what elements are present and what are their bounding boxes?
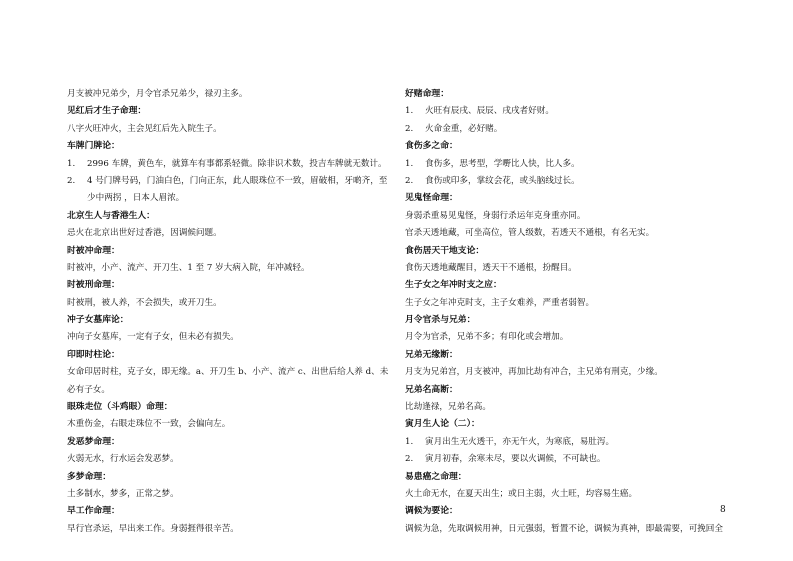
section-heading: 调候为要论： (405, 506, 458, 517)
section-heading: 时被冲命理： (67, 245, 120, 256)
section-heading: 时被刑命理： (67, 280, 120, 291)
section-heading: 见鬼怪命理： (405, 193, 458, 204)
body-text-line: 身弱杀重易见鬼怪，身弱行杀运年克身重亦同。 (405, 210, 586, 221)
body-text-line: 少中两拐 ，日本人眉浓。 (87, 193, 185, 204)
body-text-line: 必有子女。 (67, 384, 110, 395)
section-heading: 食伤居天干地支论： (405, 245, 485, 256)
body-text-line: 月支为兄弟宫，月支被冲，再加比劫有冲合，主兄弟有刑克，少缘。 (405, 367, 663, 378)
section-heading: 生子女之年冲时支之应： (405, 280, 502, 291)
body-text-line: 比劫逢禄，兄弟名高。 (405, 402, 491, 413)
left-column (67, 86, 389, 538)
section-heading: 兄弟名高断： (405, 384, 458, 395)
section-heading: 易患癌之命理： (405, 471, 467, 482)
body-text-line: 食伤天透地藏醒目，透天干不通根，扮醒目。 (405, 262, 577, 273)
item-number: 1. (405, 158, 414, 169)
section-heading: 多梦命理： (67, 471, 111, 482)
item-text: 火旺有辰戌、辰辰、戌戌者好财。 (425, 106, 554, 117)
section-heading: 月令官杀与兄弟： (405, 315, 476, 326)
body-text-line: 女命印居时柱，克子女，即无缘。a、开刀生 b、小产、流产 c、出世后给人养 d、未 (67, 367, 389, 378)
item-text: 火命金重，必好赌。 (425, 123, 503, 134)
section-heading: 寅月生人论（二）： (405, 419, 480, 430)
numbered-item (405, 434, 727, 451)
section-heading: 冲子女墓库论： (67, 315, 129, 326)
item-text: 2996 车牌，黄色车，就算车有事都系轻微。除非识术数，投吉车牌就无数计。 (87, 158, 387, 169)
section-heading: 发恶梦命理： (67, 436, 120, 447)
body-text-line: 官杀天透地藏，可坐高位，管人级数，若透天不通根，有名无实。 (405, 228, 655, 239)
section-heading: 兄弟无缘断： (405, 349, 458, 360)
item-number: 1. (405, 436, 414, 447)
body-text-line: 时被刑，被人养，不会损失，或开刀生。 (67, 297, 222, 308)
item-number: 2. (67, 175, 76, 186)
section-heading: 好赌命理： (405, 89, 449, 99)
numbered-item (67, 173, 389, 190)
item-text: 寅月初春，余寒未尽，要以火调候，不可缺也。 (425, 454, 606, 465)
body-text-line: 时被冲，小产、流产、开刀生、1 至 7 岁大病入院，年冲减轻。 (67, 262, 310, 273)
body-text-line: 土多制水，梦多，正常之梦。 (67, 488, 179, 499)
item-number: 2. (405, 123, 414, 134)
right-column (405, 86, 727, 538)
numbered-item (405, 173, 727, 190)
body-text-line: 火土命无水，在夏天出生；或日主弱，火土旺，均容易生癌。 (405, 488, 638, 499)
body-text-line: 忌火在北京出世好过香港，因调候问题。 (67, 228, 222, 239)
numbered-item (405, 451, 727, 468)
body-text-line: 生子女之年冲克时支，主子女难养，严重者弱智。 (405, 297, 595, 308)
section-heading: 见红后才生子命理： (67, 106, 147, 117)
numbered-item (405, 103, 727, 120)
item-number: 2. (405, 454, 414, 465)
body-text-line: 月令为官杀，兄弟不多；有印化或会增加。 (405, 332, 569, 343)
page-number: 8 (720, 505, 726, 515)
item-text: 寅月出生无火透干，亦无午火，为寒底，易肚泻。 (425, 436, 615, 447)
body-text-line: 调候为急，先取调候用神，日元强弱，暂置不论，调候为真神，即最需要，可挽回全 (405, 523, 723, 534)
body-text-line: 月支被冲兄弟少，月令官杀兄弟少，禄刃主多。 (67, 89, 248, 99)
item-number: 2. (405, 175, 414, 186)
section-heading: 北京生人与香港生人： (67, 210, 155, 221)
item-number: 1. (405, 106, 414, 117)
body-text-line: 火弱无水，行水运会发恶梦。 (67, 454, 179, 465)
numbered-item (405, 156, 727, 173)
item-text: 4 号门牌号码，门油白色，门向正东，此人眼珠位不一致，眉破相，牙啲齐，至 (87, 175, 388, 186)
item-text: 食伤多，思考型，学嘢比人快，比人多。 (425, 158, 580, 169)
body-text-line: 早行官杀运，早出来工作。身弱捱得很辛苦。 (67, 523, 239, 534)
body-text-line: 冲向子女墓库，一定有子女，但未必有损失。 (67, 332, 239, 343)
body-text-line: 八字火旺冲火，主会见红后先入院生子。 (67, 123, 222, 134)
section-heading: 车牌门牌论： (67, 141, 120, 152)
item-text: 食伤或印多，掌纹会花，或头脑线过长。 (425, 175, 580, 186)
section-heading: 眼珠走位（斗鸡眼）命理： (67, 402, 173, 413)
body-text-line: 木重伤金，右眼走珠位不一致，会偏向左。 (67, 419, 231, 430)
section-heading: 食伤多之命： (405, 141, 458, 152)
numbered-item (405, 121, 727, 138)
section-heading: 印即时柱论： (67, 349, 120, 360)
section-heading: 早工作命理： (67, 506, 120, 517)
item-number: 1. (67, 158, 76, 169)
numbered-item (67, 156, 389, 173)
